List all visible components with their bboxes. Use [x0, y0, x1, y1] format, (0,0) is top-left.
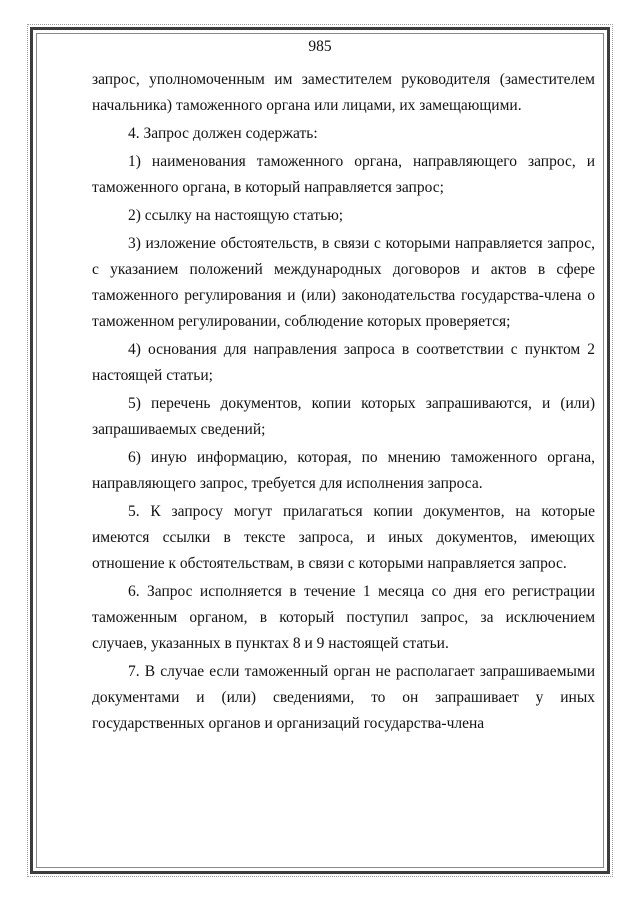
list-item-1: 1) наименования таможенного органа, направляющего запрос, и таможенного органа, в который направляется запрос; [92, 153, 595, 196]
paragraph-item-5: 5. К запросу могут прилагаться копии документов, на которые имеются ссылки в тексте запроса, и иных документов, имеющих отношение к обстоятельствам, в связи с которыми направляется запрос. [92, 503, 595, 572]
list-item-5: 5) перечень документов, копии которых запрашиваются, и (или) запрашиваемых сведений; [92, 395, 595, 438]
page-number: 985 [308, 38, 332, 55]
paragraph-item-7: 7. В случае если таможенный орган не располагает запрашиваемыми документами и (или) сведениями, то он запрашивает у иных государственных органов и организаций государства-члена [92, 663, 595, 732]
list-item-6: 6) иную информацию, которая, по мнению таможенного органа, направляющего запрос, требуется для исполнения запроса. [92, 449, 595, 492]
paragraph-continuation: запрос, уполномоченным им заместителем руководителя (заместителем начальника) таможенного органа или лицами, их замещающими. [92, 71, 595, 114]
paragraph-item-6: 6. Запрос исполняется в течение 1 месяца со дня его регистрации таможенным органом, в который поступил запрос, за исключением случаев, указанных в пунктах 8 и 9 настоящей статьи. [92, 583, 595, 652]
list-item-2: 2) ссылку на настоящую статью; [128, 207, 344, 224]
document-body [92, 67, 595, 739]
paragraph-item-4: 4. Запрос должен содержать: [128, 125, 318, 142]
list-item-3: 3) изложение обстоятельств, в связи с которыми направляется запрос, с указанием положений международных договоров и актов в сфере таможенного регулирования и (или) законодательства государства-члена о таможенном регулировании, соблюдение которых проверяется; [92, 235, 595, 330]
list-item-4: 4) основания для направления запроса в соответствии с пунктом 2 настоящей статьи; [92, 341, 595, 384]
